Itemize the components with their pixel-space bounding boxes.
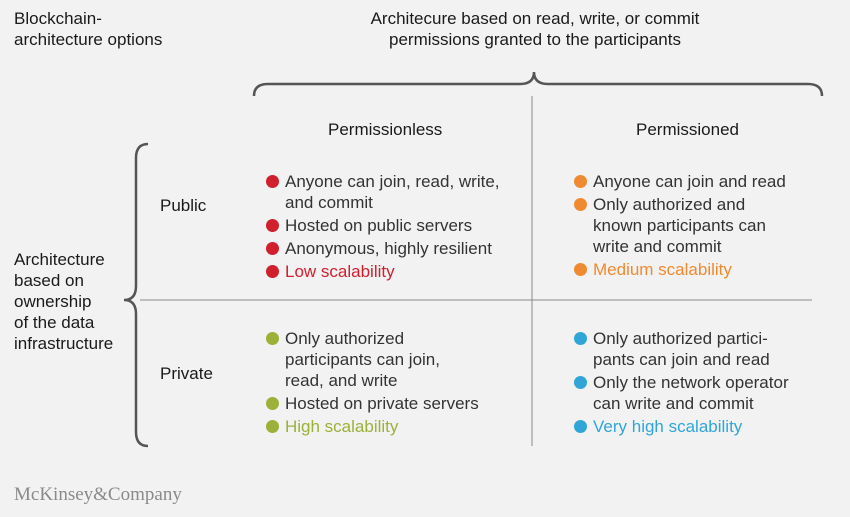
- scalability-label: Medium scalability: [593, 260, 732, 279]
- row-header-public: Public: [160, 196, 207, 215]
- list-item: [574, 328, 834, 370]
- bullet-dot-icon: [266, 332, 279, 345]
- scalability-label: Very high scalability: [593, 417, 743, 436]
- bullet-dot-icon: [574, 175, 587, 188]
- bullet-dot-icon: [574, 263, 587, 276]
- bullet-dot-icon: [266, 175, 279, 188]
- list-item: [266, 393, 526, 414]
- cell-public-permissionless: [266, 171, 526, 284]
- diagram-title-top: Architecure based on read, write, or commit permissions granted to the participants: [370, 9, 700, 49]
- item-text: Hosted on private servers: [285, 394, 479, 413]
- list-item: [266, 261, 526, 282]
- axis-label-ownership: Architecture based on ownership of the data infrastructure: [14, 250, 114, 353]
- cell-private-permissioned: [574, 328, 834, 439]
- list-item: [574, 372, 834, 414]
- list-item: [574, 171, 834, 192]
- row-header-private: Private: [160, 364, 213, 383]
- item-text: Only authorized partici- pants can join and read: [593, 329, 770, 369]
- list-item: [266, 171, 526, 213]
- bullet-dot-icon: [266, 242, 279, 255]
- item-text: Only authorized participants can join, read, and write: [285, 329, 440, 390]
- column-header-permissioned: Permissioned: [636, 120, 739, 139]
- list-item: [574, 416, 834, 437]
- diagram-title-left: Blockchain- architecture options: [14, 9, 163, 49]
- list-item: [266, 328, 526, 391]
- scalability-label: High scalability: [285, 417, 399, 436]
- scalability-label: Low scalability: [285, 262, 395, 281]
- bullet-dot-icon: [266, 219, 279, 232]
- item-text: Anyone can join, read, write, and commit: [285, 172, 500, 212]
- list-item: [574, 194, 834, 257]
- company-logo: McKinsey&Company: [14, 484, 182, 505]
- list-item: [266, 416, 526, 437]
- item-text: Only the network operator can write and commit: [593, 373, 789, 413]
- bullet-dot-icon: [574, 332, 587, 345]
- bullet-dot-icon: [266, 397, 279, 410]
- column-header-permissionless: Permissionless: [328, 120, 443, 139]
- item-text: Hosted on public servers: [285, 216, 473, 235]
- bullet-dot-icon: [266, 420, 279, 433]
- bullet-dot-icon: [574, 198, 587, 211]
- item-text: Anonymous, highly resilient: [285, 239, 492, 258]
- bullet-dot-icon: [574, 376, 587, 389]
- top-brace: [254, 72, 822, 96]
- bullet-dot-icon: [574, 420, 587, 433]
- list-item: [574, 259, 834, 280]
- list-item: [266, 215, 526, 236]
- list-item: [266, 238, 526, 259]
- item-text: Anyone can join and read: [593, 172, 786, 191]
- cell-public-permissioned: [574, 171, 834, 282]
- bullet-dot-icon: [266, 265, 279, 278]
- item-text: Only authorized and known participants can write and commit: [593, 195, 766, 256]
- cell-private-permissionless: [266, 328, 526, 439]
